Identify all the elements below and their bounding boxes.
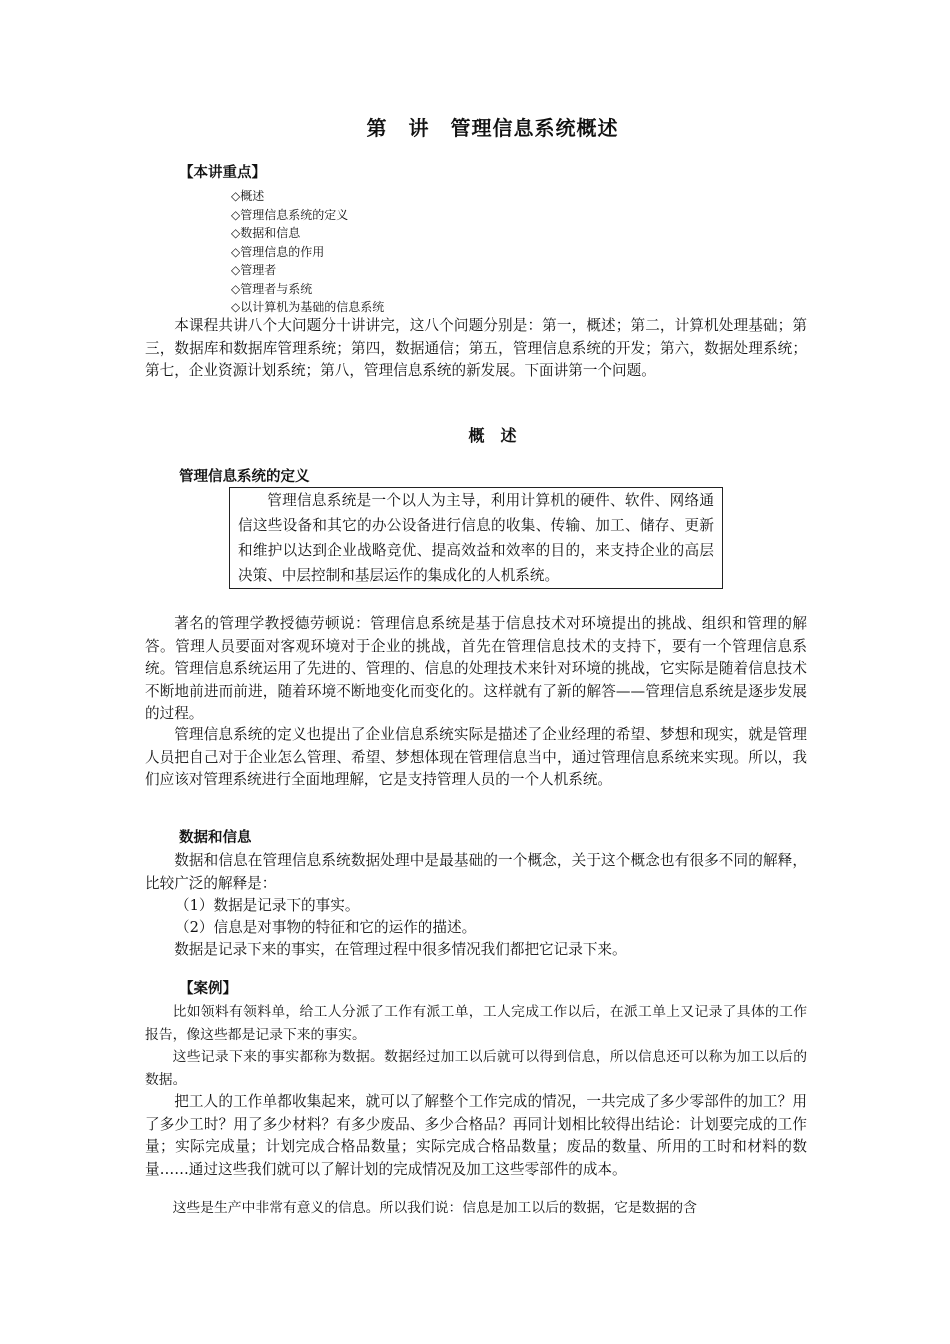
focus-item: ◇管理信息的作用: [231, 244, 325, 259]
focus-item: ◇管理者与系统: [231, 281, 313, 296]
data-info-paragraph-2: 数据是记录下来的事实，在管理过程中很多情况我们都把它记录下来。: [174, 941, 627, 958]
definition-paragraph-1: 著名的管理学教授德劳顿说：管理信息系统是基于信息技术对环境提出的挑战、组织和管理的解答。管理人员要面对客观环境对于企业的挑战，首先在管理信息技术的支持下，要有一个管理信息系统。管理信息系统运用了先进的、管理的、信息的处理技术来针对环境的挑战，它实际是随着信息技术不断地前进而前进，随着环境不断地变化而变化的。这样就有了新的解答——管理信息系统是逐步发展的过程。: [145, 615, 807, 722]
section-title: 概 述: [468, 426, 517, 445]
data-info-heading: 数据和信息: [179, 830, 252, 846]
intro-paragraph: 本课程共讲八个大问题分十讲讲完，这八个问题分别是：第一，概述；第二，计算机处理基础；第三，数据库和数据库管理系统；第四，数据通信；第五，管理信息系统的开发；第六，数据处理系统；第七，企业资源计划系统；第八，管理信息系统的新发展。下面讲第一个问题。: [145, 317, 807, 379]
focus-heading: 【本讲重点】: [179, 165, 266, 181]
data-info-item-2: （2）信息是对事物的特征和它的运作的描述。: [175, 919, 477, 936]
data-info-item-1: （1）数据是记录下的事实。: [175, 897, 360, 914]
focus-item: ◇数据和信息: [231, 226, 301, 240]
case-paragraph-2: 这些记录下来的事实都称为数据。数据经过加工以后就可以得到信息，所以信息还可以称为加工以后的数据。: [145, 1049, 807, 1088]
case-heading: 【案例】: [179, 981, 237, 997]
focus-item: ◇以计算机为基础的信息系统: [231, 300, 385, 314]
focus-item: ◇概述: [231, 189, 265, 203]
definition-box: 管理信息系统是一个以人为主导，利用计算机的硬件、软件、网络通信这些设备和其它的办公设备进行信息的收集、传输、加工、储存、更新和维护以达到企业战略竞优、提高效益和效率的目的，来支持企业的高层决策、中层控制和基层运作的集成化的人机系统。: [229, 487, 723, 589]
definition-paragraph-2: 管理信息系统的定义也提出了企业信息系统实际是描述了企业经理的希望、梦想和现实，就是管理人员把自己对于企业怎么管理、希望、梦想体现在管理信息当中，通过管理信息系统来实现。所以，我们应该对管理系统进行全面地理解，它是支持管理人员的一个人机系统。: [145, 726, 807, 788]
case-paragraph-4: 这些是生产中非常有意义的信息。所以我们说：信息是加工以后的数据，它是数据的含: [172, 1200, 697, 1216]
page-title: 第 讲 管理信息系统概述: [366, 116, 619, 140]
definition-heading: 管理信息系统的定义: [179, 469, 310, 485]
data-info-paragraph-1: 数据和信息在管理信息系统数据处理中是最基础的一个概念，关于这个概念也有很多不同的解释，比较广泛的解释是：: [145, 852, 807, 892]
case-paragraph-3: 把工人的工作单都收集起来，就可以了解整个工作完成的情况，一共完成了多少零部件的加工？用了多少工时？用了多少材料？有多少废品、多少合格品？再同计划相比较得出结论：计划要完成的工作量；实际完成量；计划完成合格品数量；实际完成合格品数量；废品的数量、所用的工时和材料的数量……通过这些我们就可以了解计划的完成情况及加工这些零部件的成本。: [145, 1093, 807, 1178]
focus-list: [231, 187, 384, 317]
focus-item: ◇管理信息系统的定义: [231, 207, 349, 222]
case-paragraph-1: 比如领料有领料单，给工人分派了工作有派工单，工人完成工作以后，在派工单上又记录了具体的工作报告，像这些都是记录下来的事实。: [145, 1004, 807, 1043]
focus-item: ◇管理者: [231, 263, 277, 277]
